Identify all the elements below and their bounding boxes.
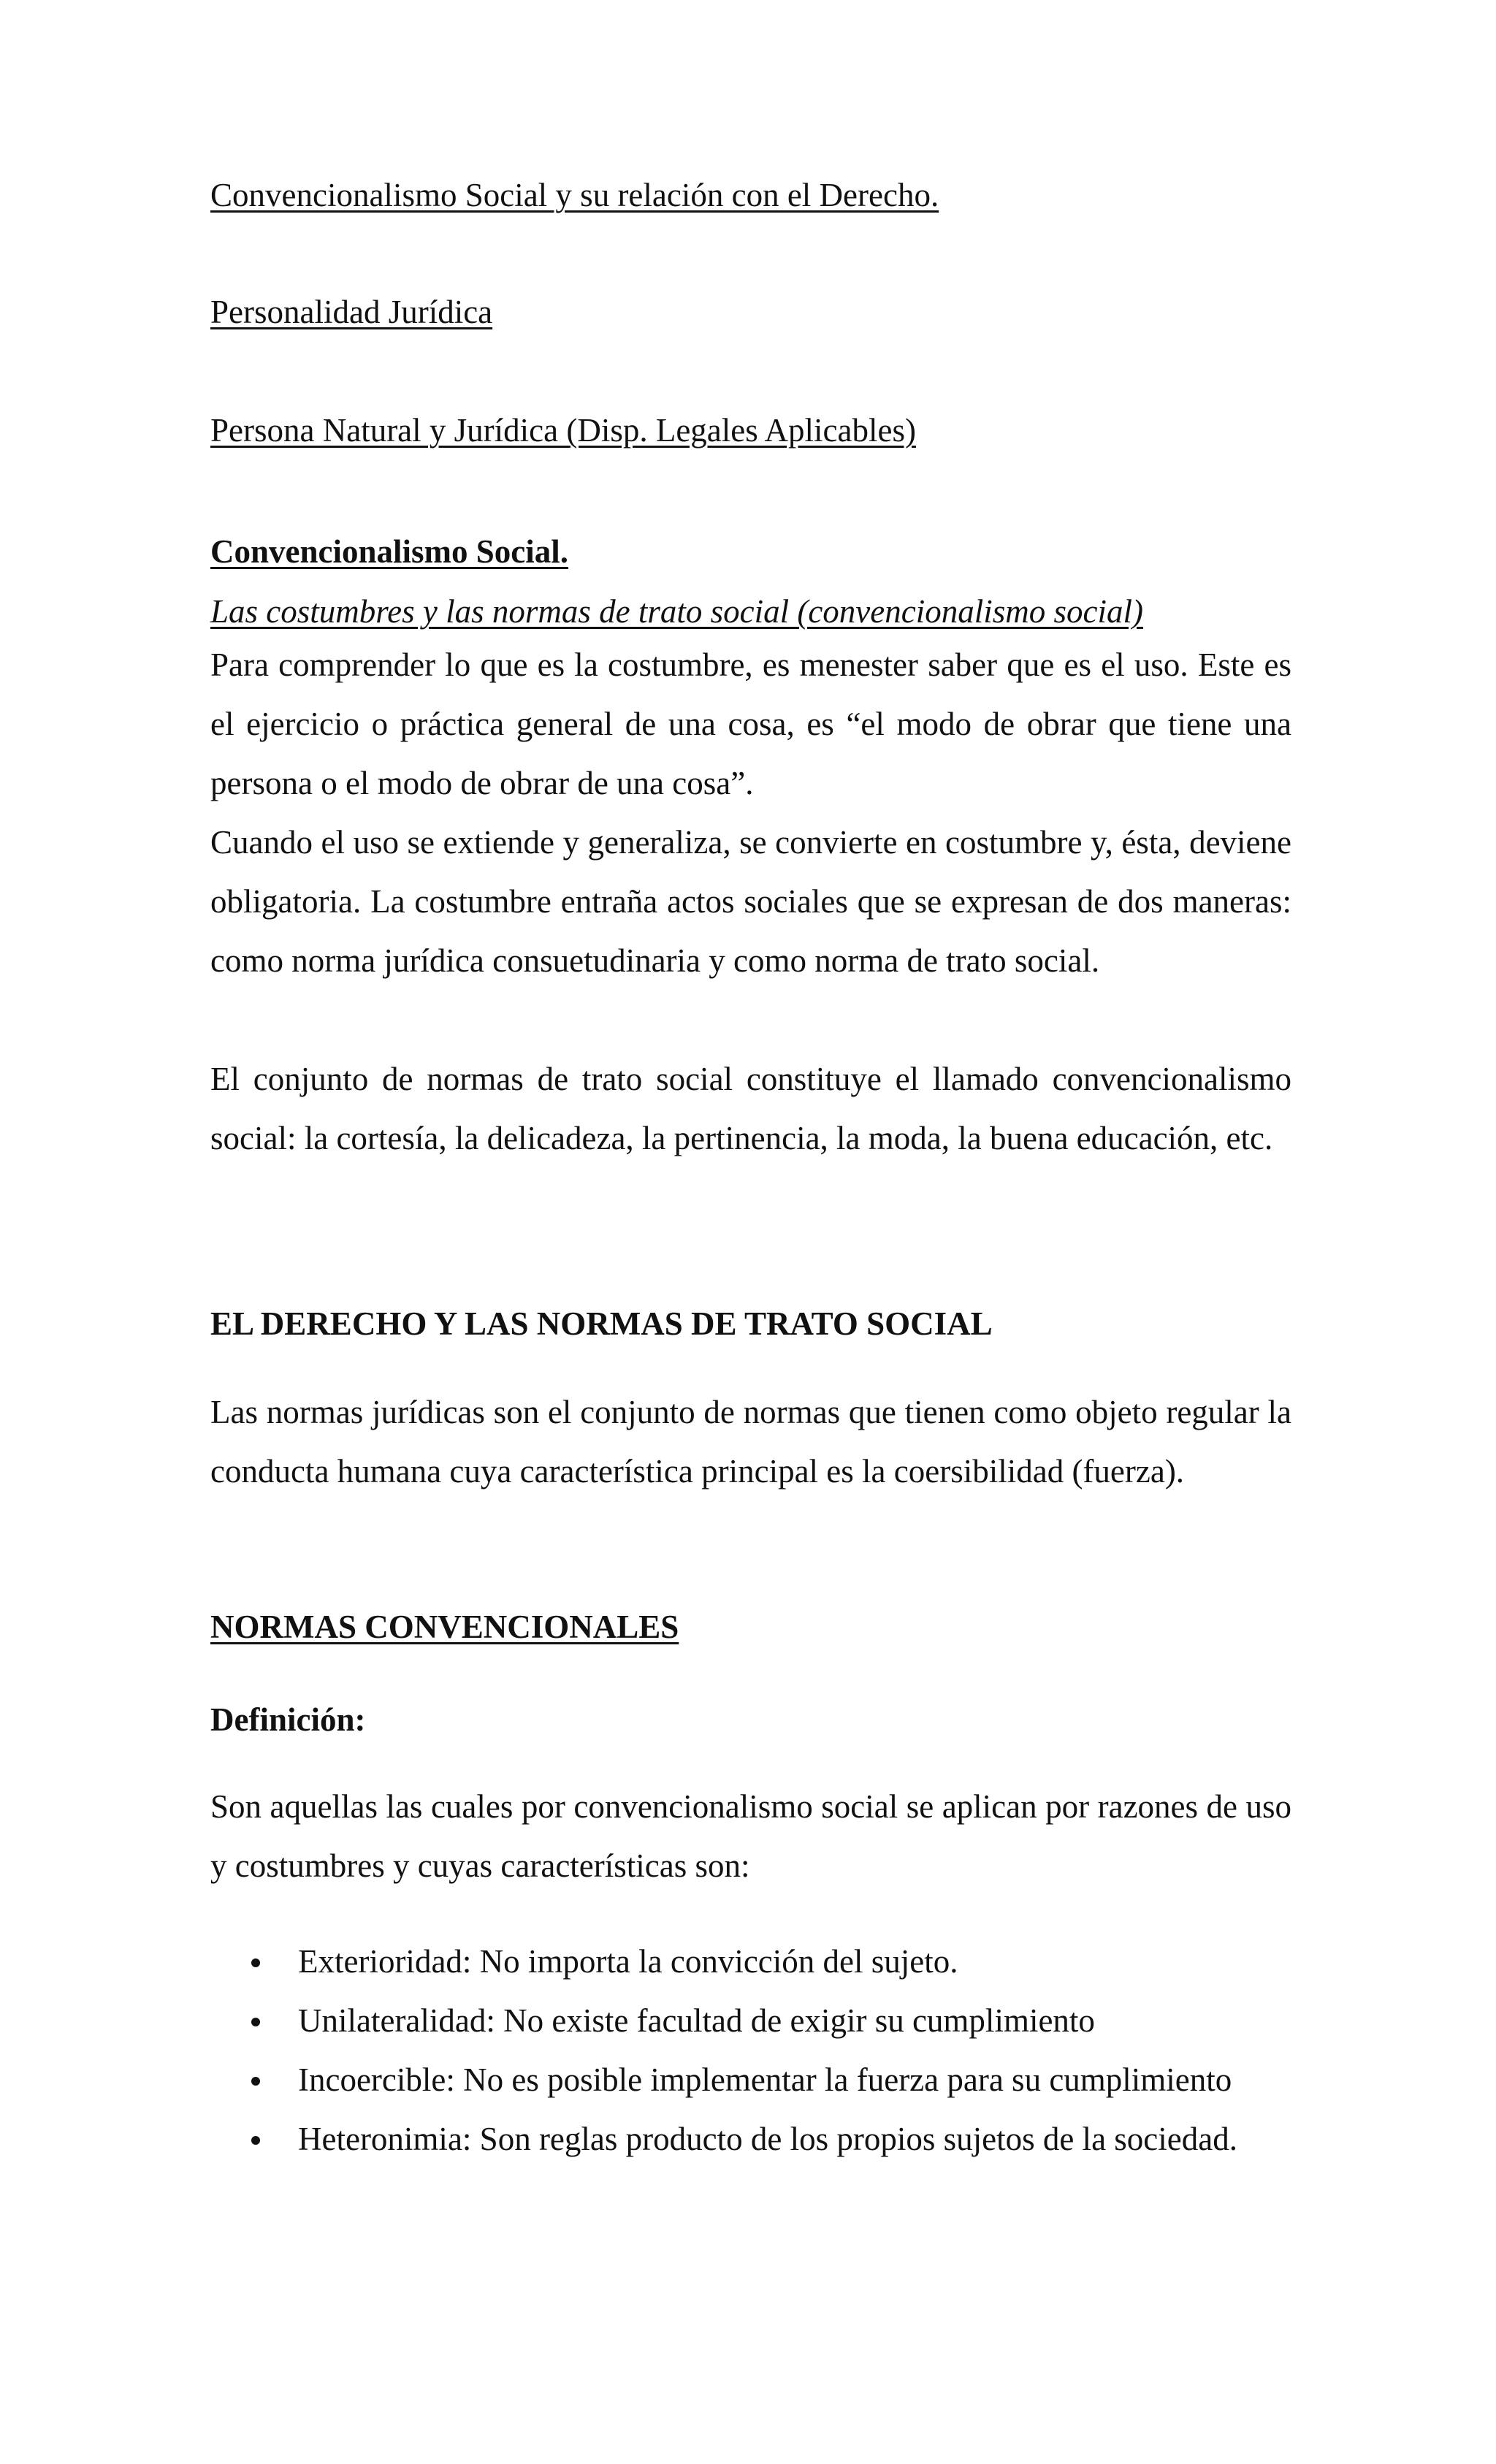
paragraph-costumbre: Cuando el uso se extiende y generaliza, se convierte en costumbre y, ésta, deviene obligatoria. La costumbre entraña actos sociales que se expresan de dos maneras: como norma jurídica consuetudinaria y como norma de trato social. bbox=[210, 824, 1291, 979]
list-item-text: Incoercible: No es posible implementar la fuerza para su cumplimiento bbox=[298, 2061, 1232, 2098]
section-subtitle-costumbres: Las costumbres y las normas de trato social (convencionalismo social) bbox=[210, 593, 1143, 630]
list-item-text: Exterioridad: No importa la convicción del sujeto. bbox=[298, 1943, 958, 1980]
definition-label: Definición: bbox=[210, 1701, 366, 1738]
header-line-persona: Persona Natural y Jurídica (Disp. Legales Aplicables) bbox=[210, 412, 916, 449]
list-item bbox=[210, 2051, 1237, 2110]
bullet-icon bbox=[251, 2136, 260, 2145]
bullet-icon bbox=[251, 1958, 260, 1967]
list-item-text: Heteronimia: Son reglas producto de los propios sujetos de la sociedad. bbox=[298, 2121, 1237, 2157]
paragraph-uso: Para comprender lo que es la costumbre, es menester saber que es el uso. Este es el ejercicio o práctica general de una cosa, es “el modo de obrar que tiene una persona o el modo de obrar de una cosa”. bbox=[210, 646, 1291, 801]
paragraph-definicion: Son aquellas las cuales por convencionalismo social se aplican por razones de uso y costumbres y cuyas características son: bbox=[210, 1788, 1291, 1884]
bullet-icon bbox=[251, 2077, 260, 2086]
characteristics-list bbox=[210, 1932, 1237, 2169]
bullet-icon bbox=[251, 2018, 260, 2026]
section-title-normas-convencionales: NORMAS CONVENCIONALES bbox=[210, 1609, 679, 1645]
list-item bbox=[210, 1991, 1237, 2051]
list-item bbox=[210, 1932, 1237, 1991]
section-title-convencionalismo: Convencionalismo Social. bbox=[210, 533, 569, 570]
paragraph-conjunto: El conjunto de normas de trato social constituye el llamado convencionalismo social: la cortesía, la delicadeza, la pertinencia, la moda, la buena educación, etc. bbox=[210, 1061, 1291, 1156]
header-line-personalidad: Personalidad Jurídica bbox=[210, 294, 493, 330]
list-item-text: Unilateralidad: No existe facultad de exigir su cumplimiento bbox=[298, 2002, 1095, 2039]
list-item bbox=[210, 2110, 1237, 2169]
paragraph-normas-juridicas: Las normas jurídicas son el conjunto de normas que tienen como objeto regular la conducta humana cuya característica principal es la coersibilidad (fuerza). bbox=[210, 1394, 1291, 1490]
section-title-derecho: EL DERECHO Y LAS NORMAS DE TRATO SOCIAL bbox=[210, 1305, 993, 1342]
header-line-relation: Convencionalismo Social y su relación con el Derecho. bbox=[210, 177, 939, 213]
